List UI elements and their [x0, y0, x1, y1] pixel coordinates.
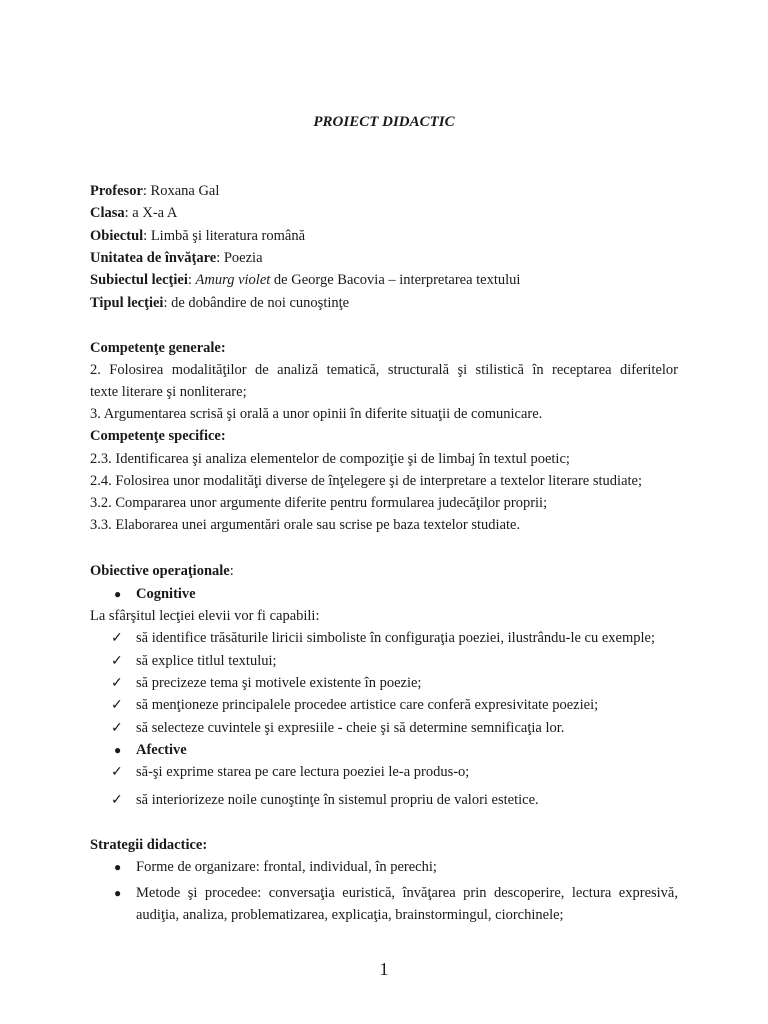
clasa-value: : a X-a A: [124, 205, 178, 221]
check-icon: ✓: [111, 676, 123, 691]
competenta-generala-3: 3. Argumentarea scrisă şi orală a unor opinii în diferite situaţii de comunicare.: [90, 406, 543, 422]
document-page: PROIECT DIDACTIC Profesor: Roxana Gal Clasa: a X-a A Obiectul: Limbă şi literatura română Unitatea de învăţare: Poezia Subiectul lecţiei: Amurg violet de George Bacovia – interpretarea textului Tipul lecţiei: de dobândire de noi cunoştinţe Competenţe generale: 2. Folosirea modalităţilor de analiză tematică, structurală şi stilistică în receptarea diferitelor texte literare şi nonliterare; 3. Argumentarea scrisă şi orală a unor opinii în diferite situaţii de comunicare. Competenţe specifice: 2.3. Identificarea şi analiza elementelor de compoziţie şi de limbaj în textul poetic; 2.4. Folosirea unor modalităţi diverse de înţelegere şi de interpretare a textelor literare studiate; 3.2. Compararea unor argumente diferite pentru formularea judecăţilor proprii; 3.3. Elaborarea unei argumentări orale sau scrise pe baza textelor studiate. Obiective operaţionale: ● Cognitive La sfârşitul lecţiei elevii vor fi capabili: ✓ să identifice trăsăturile liricii simboliste în configuraţia poeziei, ilustrându-le cu exemple; ✓ să explice titlul textului; ✓ să precizeze tema şi motivele existente în poezie; ✓ să menţioneze principalele procedee artistice care conferă expresivitate poeziei; ✓ să selecteze cuvintele şi expresiile - cheie şi să determine semnificaţia lor. ● Afective ✓ să-şi exprime starea pe care lectura poeziei le-a produs-o; ✓ să interiorizeze noile cunoştinţe în sistemul propriu de valori estetice. Strategii didactice: ● Forme de organizare: frontal, individual, în perechi; ● Metode şi procedee: conversaţia euristică, învăţarea prin descoperire, lectura expresivă, audiţia, analiza, problematizarea, explicaţia, brainstormingul, ciorchinele; 1: [0, 0, 768, 1024]
profesor-label: Profesor: [90, 183, 143, 199]
strategie-metode-line2: audiţia, analiza, problematizarea, explicaţia, brainstormingul, ciorchinele;: [136, 907, 564, 923]
bullet-icon: ●: [114, 743, 122, 757]
tipul-line: [90, 294, 678, 313]
unitatea-label: Unitatea de învăţare: [90, 250, 217, 266]
obiectul-value: : Limbă şi literatura română: [143, 228, 306, 244]
clasa-label: Clasa: [90, 205, 125, 221]
bullet-icon: ●: [114, 587, 122, 601]
tipul-label: Tipul lecţiei: [90, 295, 164, 311]
obiective-heading: Obiective operaţionale:: [90, 563, 234, 579]
check-icon: ✓: [111, 721, 123, 736]
competenta-specifica: 2.3. Identificarea şi analiza elementelor de compoziţie şi de limbaj în textul poetic;: [90, 451, 570, 467]
subiectul-label: Subiectul lecţiei: [90, 272, 188, 288]
competenta-generala-2-line1: 2. Folosirea modalităţilor de analiză tematică, structurală şi stilistică în receptarea diferitelor: [90, 362, 678, 378]
obiectul-label: Obiectul: [90, 228, 144, 244]
afective-label: Afective: [136, 742, 187, 758]
unitatea-value: : Poezia: [216, 250, 263, 266]
check-icon: ✓: [111, 698, 123, 713]
competenta-specifica: 2.4. Folosirea unor modalităţi diverse de înţelegere şi de interpretare a textelor literare studiate;: [90, 473, 642, 489]
competenta-specifica: 3.2. Compararea unor argumente diferite pentru formularea judecăţilor proprii;: [90, 495, 548, 511]
poem-title: Amurg violet: [195, 272, 271, 288]
obiectul-line: [90, 227, 678, 246]
check-icon: ✓: [111, 765, 123, 780]
profesor-value: : Roxana Gal: [142, 183, 220, 199]
bullet-icon: ●: [114, 860, 122, 874]
competente-generale-heading: Competenţe generale:: [90, 340, 226, 356]
page-title: PROIECT DIDACTIC: [313, 114, 455, 130]
subiectul-line: [90, 271, 678, 290]
subiectul-colon: :: [187, 272, 196, 288]
competenta-generala-2-line2: texte literare şi nonliterare;: [90, 384, 247, 400]
clasa-line: [90, 204, 678, 223]
check-icon: ✓: [111, 654, 123, 669]
subiectul-rest: de George Bacovia – interpretarea textului: [270, 272, 521, 288]
competente-specifice-heading: Competenţe specifice:: [90, 428, 226, 444]
obiective-intro: La sfârşitul lecţiei elevii vor fi capabili:: [90, 608, 320, 624]
check-icon: ✓: [111, 631, 123, 646]
tipul-value: : de dobândire de noi cunoştinţe: [163, 295, 350, 311]
competenta-specifica: 3.3. Elaborarea unei argumentări orale sau scrise pe baza textelor studiate.: [90, 517, 521, 533]
cognitive-label: Cognitive: [136, 586, 196, 602]
unitatea-line: [90, 249, 678, 268]
check-icon: ✓: [111, 793, 123, 808]
profesor-line: [90, 182, 678, 201]
bullet-icon: ●: [114, 886, 122, 900]
strategii-heading: Strategii didactice:: [90, 837, 208, 853]
page-number: 1: [379, 959, 389, 979]
